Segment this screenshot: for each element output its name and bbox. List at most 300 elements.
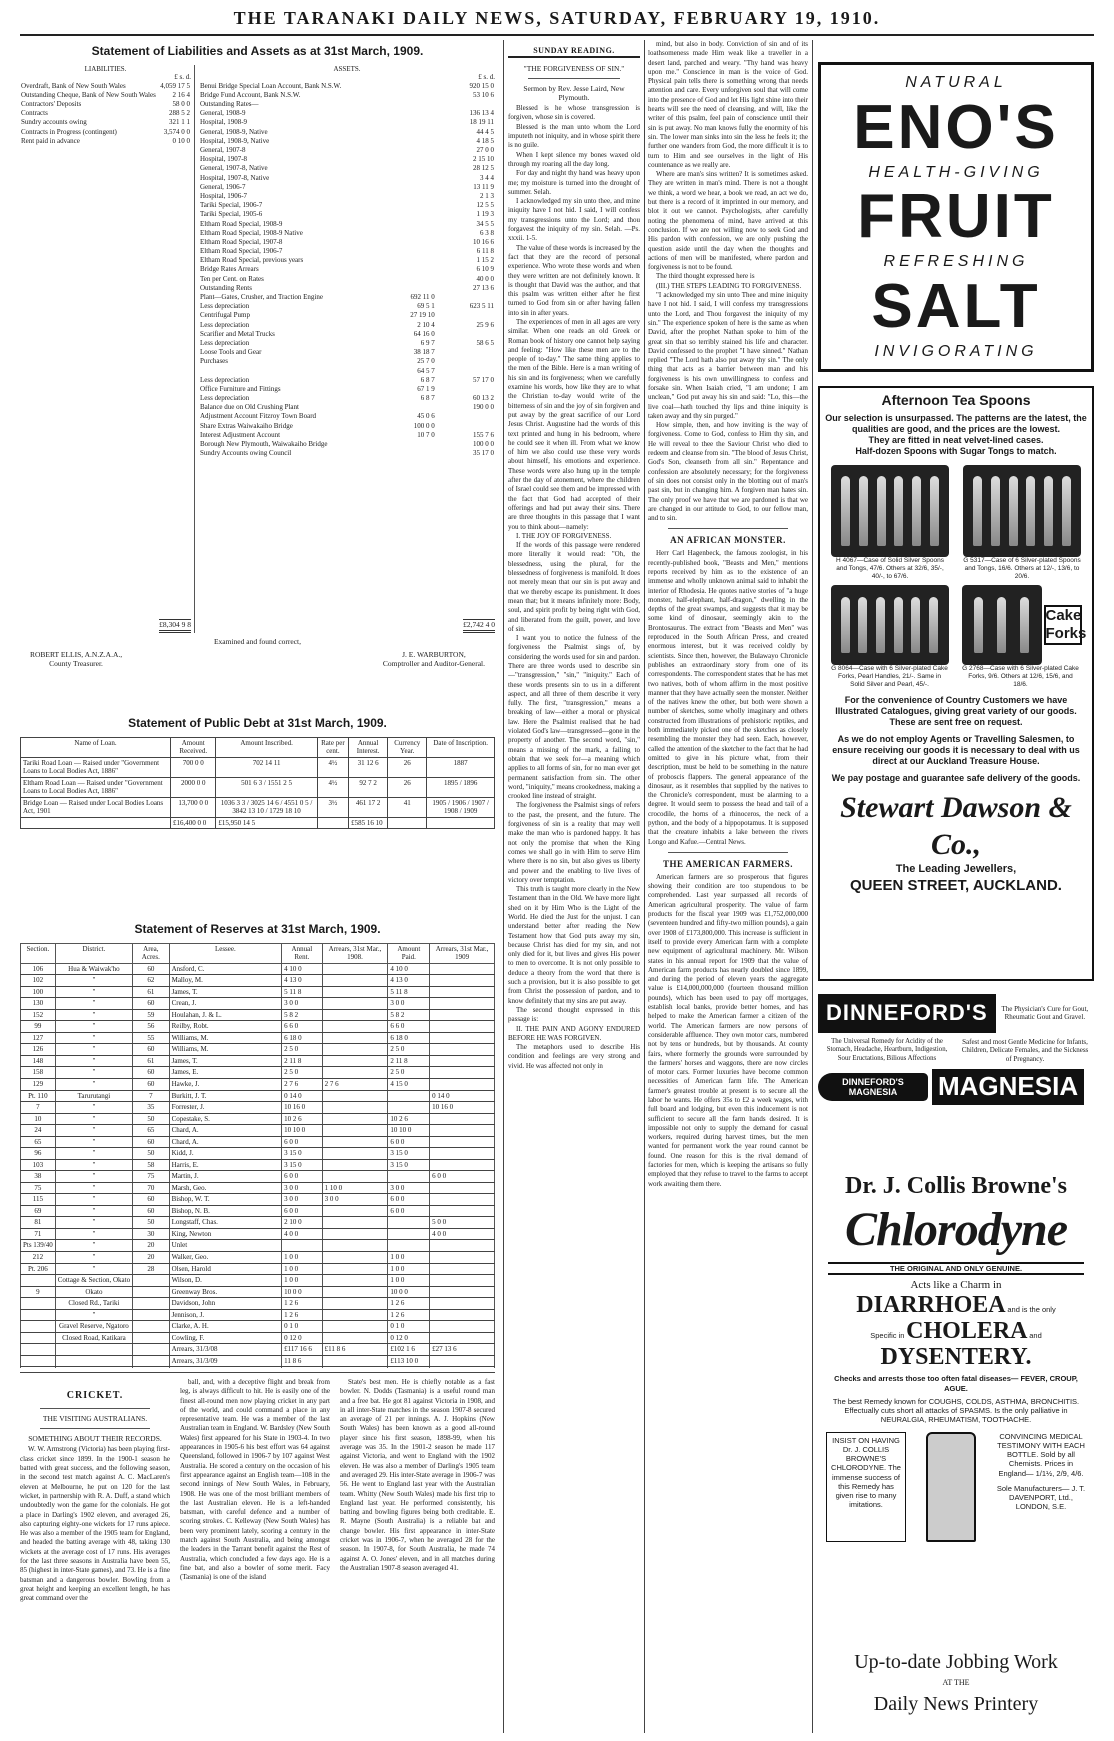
reserve-cell: 102 [21,975,56,987]
reserve-row [21,1079,495,1091]
asset-value [436,422,495,431]
reserve-header: Arrears, 31st Mar., 1909 [430,943,495,963]
reserve-cell: 1 0 0 [282,1263,322,1275]
cricket-text-1: W. W. Armstrong (Victoria) has been playing first-class cricket since 1899. In the 1900-1 season he batted with great success, and the following season, in the second test match against A. C. MacLaren's eleven at Melbourne, he put on 120 for the last wicket, in partnership with R. A. Duff, a stand which undoubtedly won the game for the colonials. He got a place in Darling's 1902 eleven, and averaged 26, also capturing eighty-one wickets for 17 runs apiece. He was also a member of the 1905 team for England, and headed the batting average with 48, taking 130 wickets at the average cost of 17 runs. His averages for the last three seasons in Australia have been 55, 85 (highest in inter-State games), and 73. He is a fine batsman and a dangerous bowler. Bowling from a great height and keeping an excellent length, he has great command over the [20,1445,170,1603]
sermon-paragraph: Blessed is the man unto whom the Lord imputeth not iniquity, and in whose spirit there is no guile. [508,122,640,150]
reserve-cell: 5 8 2 [388,1009,430,1021]
asset-row [199,174,495,183]
reserve-cell: 60 [133,1067,170,1079]
reserve-total-cell [55,1344,132,1356]
lsd-header-left: £ s. d. [174,73,191,82]
debt-header: Amount Inscribed. [216,737,317,757]
reserve-cell [322,1205,388,1217]
asset-row [199,394,495,403]
asset-row [199,330,495,339]
eno-invigorating: INVIGORATING [874,342,1038,360]
asset-subvalue: 64 16 0 [413,329,435,338]
reserve-cell [430,963,495,975]
reserve-cell [430,1205,495,1217]
reserve-cell: 1 2 6 [282,1298,322,1310]
reserve-cell: Malloy, M. [169,975,282,987]
reserve-cell [133,1286,170,1298]
reserve-total-cell [133,1367,170,1368]
reserve-cell: 60 [133,1194,170,1206]
reserve-cell: " [55,1125,132,1137]
debt-total-received: £16,400 0 0 [171,817,216,829]
asset-subvalue: 692 11 0 [410,293,435,301]
reserve-cell: 3 15 0 [388,1159,430,1171]
reserve-row [21,1171,495,1183]
reserve-header: Area, Acres. [133,943,170,963]
reserve-cell: 71 [21,1228,56,1240]
chloro-best: The best Remedy known for COUGHS, COLDS, ASTHMA, BRONCHITIS. Effectually cuts short all attacks of SPASMS. Is the only palliative in NEURALGIA, RHEUMATISM, TOOTHACHE. [832,1396,1080,1424]
monster-body [648,549,808,847]
cricket-col-2 [180,1378,330,1733]
debt-total-interest: £585 16 10 [349,817,388,829]
reserve-cell: 3 0 0 [282,998,322,1010]
asset-row [199,229,495,238]
asset-value: 136 13 4 [469,109,494,118]
asset-label: General, 1908-9, Native [200,127,268,136]
reserve-cell: 0 12 0 [388,1332,430,1344]
asset-row [199,412,495,421]
reserve-cell: 2 5 0 [282,1067,322,1079]
reserve-cell: 55 [133,1032,170,1044]
asset-row [199,265,495,274]
reserve-row [21,1275,495,1287]
reserve-cell: 59 [133,1009,170,1021]
liability-row [20,128,191,137]
chloro-genuine: THE ORIGINAL AND ONLY GENUINE. [828,1262,1084,1275]
reserve-cell: " [55,1240,132,1252]
reserve-row [21,1251,495,1263]
reserve-cell [322,1332,388,1344]
debt-cell-received: 13,700 0 0 [171,797,216,817]
asset-label: Sundry Accounts owing Council [200,449,292,458]
reserve-total-cell [430,1355,495,1367]
reserve-row [21,963,495,975]
asset-row [199,385,495,394]
asset-value: 57 17 0 [473,375,494,384]
reserve-cell: 10 2 6 [282,1113,322,1125]
sermon-paragraph: "I acknowledged my sin unto Thee and mine iniquity have I not hid. I said, I will confess my transgressions unto the Lord, and Thou forgavest the iniquity of my sin." The experience spoken of here is the same as when David, after the prophet Nathan spoke to him of the great sin that so terribly stained his life and character. David confessed to the prophet "I have sinned." Nathan replied "The Lord hath also put away thy sin." The only thing that acts as a barrier between man and his forgiveness is his own unwillingness to confess and forsake sin. When Isaiah cried, "I am undone; I am unclean," God put away his sin and said: "Lo, this—the live coal—hath touched thy lips and thine iniquity is taken away and thy sin purged." [648,291,808,420]
reserve-cell: 130 [21,998,56,1010]
reserve-row [21,1102,495,1114]
dinnefords-side-1: The Physician's Cure for Gout, Rheumatic Gout and Gravel. [1001,1004,1089,1022]
sermon-paragraph: Blessed is he whose transgression is forgiven, whose sin is covered. [508,104,640,122]
asset-subvalue: 67 1 9 [417,384,435,393]
tea-line-1: Our selection is unsurpassed. The patterns are the latest, the qualities are good, and the prices are the lowest. [825,413,1087,435]
reserve-cell [322,1240,388,1252]
asset-subvalue [377,220,436,229]
reserve-cell: 20 [133,1240,170,1252]
reserve-row [21,1009,495,1021]
reserve-total-cell [430,1367,495,1368]
debt-total-inscribed: £15,950 14 5 [216,817,317,829]
reserve-header: Section. [21,943,56,963]
reserve-cell [430,1263,495,1275]
reserve-cell [388,1171,430,1183]
reserve-cell [430,1055,495,1067]
chloro-bottle-image [926,1432,976,1542]
debt-cell-inscribed: 702 14 11 [216,757,317,777]
asset-subvalue: 38 18 7 [413,348,435,357]
debt-cell-received: 700 0 0 [171,757,216,777]
asset-value [436,367,495,376]
reserve-cell: " [55,1263,132,1275]
asset-label: Borough New Plymouth, Waiwakaiho Bridge [200,440,328,448]
chloro-script: Chlorodyne [844,1203,1068,1257]
asset-label: Interest Adjustment Account [200,430,281,439]
reserve-cell: Martin, J. [169,1171,282,1183]
reserve-row [21,1067,495,1079]
reserve-cell: " [55,1136,132,1148]
reserve-cell [322,1148,388,1160]
reserve-cell: 4 10 0 [388,963,430,975]
debt-cell-inscribed: 501 6 3 / 1551 2 5 [216,777,317,797]
reserve-cell: 58 [133,1159,170,1171]
examined-text: Examined and found correct, [213,636,302,646]
reserve-cell: Bishop, N. B. [169,1205,282,1217]
reserve-total-cell: £102 1 6 [388,1344,430,1356]
reserve-cell [322,975,388,987]
reserve-cell [430,1113,495,1125]
reserve-cell [430,1067,495,1079]
asset-value [436,311,495,320]
reserve-cell: 10 2 6 [388,1113,430,1125]
debt-cell-inscribed: 1036 3 3 / 3025 14 6 / 4551 0 5 / 3842 13 10 / 1729 18 10 [216,797,317,817]
reserve-cell [322,1102,388,1114]
reserve-cell: Longstaff, Chas. [169,1217,282,1229]
reserve-cell: 1 0 0 [282,1251,322,1263]
asset-row [199,440,495,449]
asset-row [199,302,495,311]
sermon-paragraph: I. THE JOY OF FORGIVENESS. [516,531,612,540]
reserve-cell: 1 0 0 [388,1275,430,1287]
reserve-cell: 65 [21,1136,56,1148]
asset-subvalue: 27 19 10 [410,311,435,320]
liabilities-total: £8,304 9 8 [159,619,191,632]
reserve-cell: 10 10 0 [388,1125,430,1137]
asset-label: Less depreciation [200,394,250,403]
asset-subvalue: 2 10 4 [417,320,435,329]
spoon-case-2-image [963,465,1081,557]
asset-label: Benui Bridge Special Loan Account, Bank N.S.W. [200,81,342,90]
asset-value: 58 6 5 [476,338,494,347]
liabilities-section [20,40,495,690]
asset-row [199,256,495,265]
asset-row [199,357,495,366]
reserve-cell [388,1228,430,1240]
asset-subvalue [377,91,436,100]
asset-label: Loose Tools and Gear [200,348,262,357]
reserve-row [21,1021,495,1033]
asset-row [199,284,495,293]
asset-row [199,201,495,210]
reserve-cell: 5 11 8 [282,986,322,998]
reserve-cell: 2 11 8 [282,1055,322,1067]
reserve-cell [133,1309,170,1321]
reserve-cell: 6 18 0 [388,1032,430,1044]
reserve-cell: " [55,1217,132,1229]
chloro-convincing: CONVINCING MEDICAL TESTIMONY WITH EACH BOTTLE. Sold by all Chemists. Prices in England— 1/1½, 2/9, 4/6. [997,1432,1085,1478]
eno-refreshing: REFRESHING [883,253,1029,271]
dinnefords-side-2: Safest and most Gentle Medicine for Infants, Children, Delicate Females, and the Sickness of Pregnancy. [961,1037,1089,1063]
reserve-total-cell [388,1367,430,1368]
reserve-row [21,1148,495,1160]
monster-rule [668,528,788,529]
liability-label: Outstanding Cheque, Bank of New South Wales [21,90,156,99]
reserve-cell: Ansford, C. [169,963,282,975]
reserve-total-cell [322,1355,388,1367]
liabilities-table [20,82,191,146]
chloro-and-only: and is the only [1007,1305,1056,1315]
debt-cell-name: Bridge Loan — Raised under Local Bodies Loans Act, 1901 [21,797,171,817]
reserve-total-cell: £113 10 0 [388,1355,430,1367]
asset-row [199,431,495,440]
asset-value: 6 3 8 [480,228,494,237]
reserve-cell: 4 0 0 [430,1228,495,1240]
reserve-cell [21,1309,56,1321]
reserve-cell: 3 15 0 [282,1148,322,1160]
debt-header: Currency Year. [388,737,427,757]
reserve-cell [430,1044,495,1056]
liability-row [20,118,191,127]
asset-subvalue [377,100,436,109]
liability-row [20,91,191,100]
reserve-cell: 6 6 0 [388,1021,430,1033]
asset-subvalue [377,137,436,146]
chloro-doctor: Dr. J. Collis Browne's [844,1173,1068,1199]
reserve-cell [322,1125,388,1137]
debt-title: Statement of Public Debt at 31st March, 1909. [128,716,387,730]
asset-label [199,367,377,376]
assets-table [199,82,495,459]
debt-cell-date: 1905 / 1906 / 1907 / 1908 / 1909 [427,797,495,817]
asset-subvalue: 6 9 7 [420,338,435,347]
masthead-rule [20,34,1094,36]
asset-subvalue [377,118,436,127]
reserve-cell: 3 0 0 [282,1194,322,1206]
asset-label: Eltham Road Special, 1906-7 [200,247,283,256]
liability-label: Contracts [21,109,48,118]
asset-label: Hospital, 1908-9, Native [200,136,270,145]
reserve-cell: 60 [133,1136,170,1148]
asset-label: Tariki Special, 1906-7 [200,201,263,210]
reserve-cell: 24 [21,1125,56,1137]
reserve-cell [322,1044,388,1056]
reserve-cell: 70 [133,1182,170,1194]
cricket-col-1 [20,1378,170,1733]
reserve-cell: James, T. [169,986,282,998]
asset-row [199,376,495,385]
asset-label: Tariki Special, 1905-6 [200,210,263,219]
asset-value: 40 0 0 [476,274,494,283]
liability-value: 4,059 17 5 [160,81,190,90]
asset-label: Hospital, 1907-8, Native [200,173,270,182]
reserve-total-cell [133,1355,170,1367]
asset-label: Eltham Road Special, 1907-8 [200,237,283,246]
liability-row [20,100,191,109]
reserve-cell: Olsen, Harold [169,1263,282,1275]
reserve-cell [322,1298,388,1310]
farmers-title: THE AMERICAN FARMERS. [662,858,794,869]
reserve-total-cell: Arrears, 31/3/09 [169,1355,282,1367]
reserve-cell: " [55,986,132,998]
asset-subvalue: 64 5 7 [417,366,435,375]
column-divider-2 [644,40,645,1733]
reserve-cell: Greenway Bros. [169,1286,282,1298]
asset-subvalue [377,210,436,219]
reserve-cell: Kidd, J. [169,1148,282,1160]
tea-line-3: Half-dozen Spoons with Sugar Tongs to match. [855,446,1057,457]
debt-cell-received: 2000 0 0 [171,777,216,797]
asset-subvalue [377,192,436,201]
stewart-dawson-logo: Stewart Dawson & Co., [840,791,1072,861]
asset-label: Eltham Road Special, 1908-9 [200,219,283,228]
asset-row [199,339,495,348]
asset-value: 53 10 6 [473,90,494,99]
reserves-section [20,918,495,1368]
reserve-cell [133,1321,170,1333]
lsd-header-right: £ s. d. [478,73,495,82]
debt-total-blank [427,817,495,829]
reserve-total-cell [133,1344,170,1356]
asset-subvalue [377,256,436,265]
reserve-cell: " [55,1182,132,1194]
asset-subvalue [377,128,436,137]
asset-value: 25 9 6 [476,320,494,329]
reserve-cell: Crean, J. [169,998,282,1010]
reserve-cell: 50 [133,1113,170,1125]
reserve-cell: 2 5 0 [282,1044,322,1056]
debt-row [21,757,495,777]
asset-row [199,367,495,376]
reserve-cell [21,1321,56,1333]
asset-row [199,164,495,173]
spoon-case-2 [963,465,1081,581]
asset-subvalue: 45 0 6 [417,412,435,421]
reserve-total-cell [55,1355,132,1367]
debt-cell-date: 1895 / 1896 [427,777,495,797]
reserve-cell [430,1194,495,1206]
fork-case-2-image [962,585,1042,665]
reserve-cell: Chard, A. [169,1136,282,1148]
sermon-paragraph: How simple, then, and how inviting is the way of forgiveness. Come to God, confess to Him thy sin, and He will reveal to thee the Saviour Christ who died to redeem and cleanse from sin. "The blood of Jesus Christ, God's Son, cleanseth from all sin." Repentance and confession are absolutely necessary; for the forgiveness of sin does not consist only in the blotting out of man's past sin, but in changing him. A forgiven man hates sin. The only proof we have that we are pardoned is that we are changed in our attitude to God, to our fellow man, and to sin. [648,421,808,523]
reserve-cell: 10 16 0 [430,1102,495,1114]
reserve-cell: Copestake, S. [169,1113,282,1125]
sermon-paragraph: I want you to notice the fulness of the forgiveness the Psalmist sings of, by considering the words used for sin and pardon. There are three words used to describe sin—"transgression," "sin," "iniquity." Each of these words presents sin to us in a different aspect, and all three of them describe it very fully. The first, "transgression," means a breaking of law—either a moral or physical law. Here the Psalmist realised that he had violated God's law—transgressed—gone in the property of another. The second word, "sin," means a missing of the mark, a failing to obtain that we seek for—a meaning which applies to all forms of sin, for no man ever get permanent satisfaction from sin. The other word, "iniquity," means crookedness, making a crooked line instead of straight. [508,634,640,801]
reserve-cell: 20 [133,1251,170,1263]
liabilities-title: Statement of Liabilities and Assets as at 31st March, 1909. [91,44,424,58]
tea-postage: We pay postage and guarantee safe delivery of the goods. [831,773,1081,784]
reserve-cell: 4 0 0 [282,1228,322,1240]
reserve-cell [322,1321,388,1333]
reserve-cell [133,1298,170,1310]
sunday-reading-title: SUNDAY READING. [508,46,640,58]
reserve-cell: 0 12 0 [282,1332,322,1344]
asset-label: General, 1907-8 [200,146,246,154]
reserve-cell [430,1240,495,1252]
reserve-total-cell: Arrears, 31/3/08 [169,1344,282,1356]
cricket-title: CRICKET. [66,1390,124,1401]
reserve-row [21,1286,495,1298]
reserve-cell: 2 7 6 [282,1079,322,1091]
asset-label: Eltham Road Special, previous years [200,256,304,265]
chloro-cholera: CHOLERA [906,1318,1028,1345]
reserve-cell: 61 [133,986,170,998]
eno-enos: ENO'S [853,92,1059,162]
liabilities-column [20,65,195,633]
asset-value [436,357,495,366]
sermon-paragraph: II. THE PAIN AND AGONY ENDURED BEFORE HE WAS FORGIVEN. [508,1024,640,1042]
reserve-cell: 6 0 0 [282,1171,322,1183]
reserve-cell: 126 [21,1044,56,1056]
jobbing-line-3: Daily News Printery [873,1693,1039,1716]
asset-row [199,82,495,91]
debt-row [21,777,495,797]
treasurer-signature: ROBERT ELLIS, A.N.Z.A.A., County Treasurer. [30,649,123,668]
reserve-cell: 1 2 6 [282,1309,322,1321]
reserve-cell [322,1032,388,1044]
asset-subvalue [377,174,436,183]
reserve-total-cell [282,1367,322,1368]
cake-forks-label: Cake Forks [1044,605,1082,646]
debt-header: Date of Inscription. [427,737,495,757]
asset-value: 623 5 11 [469,302,494,311]
reserve-cell [21,1275,56,1287]
asset-label: Less depreciation [200,320,250,329]
farmers-paragraph: American farmers are so prosperous that figures showing their condition are too stupendous to be comprehended. Last year surpassed all records of American agricultural prosperity. The value of farm products for the fiscal year 1909 was £1,752,000,000 (seventeen hundred and fifty-two million pounds), a gain over 1908 of £173,800,000. This increase is sufficient in itself to provide every American farm with a complete new equipment of agricultural machinery. Mr. Wilson states in his annual report for 1909 that the value of American farm products has nearly doubled since 1899, and during the period of eleven years the aggregate value is £14,000,000,000 (fourteen thousand million pounds), which has been used to pay off mortgages, establish local banks, provide better homes, and has helped to make the American farmer a citizen of the world. The American farmers are now persons of considerable affluence. They own motor cars, numbered not by tens or hundreds, but by thousands. At county fairs, where formerly the grounds were surrounded by the farmers' horses and waggons, there are now circles of motor cars. Former luxuries have become common necessities of American farm life. The American farmer's greatest trouble at present is to secure all the labor he wants. He offers 35s to £2 a week wages, with full board and lodging, but even this inducement is not sufficient to secure all the farm hands desired. It is impossible not only to supply the demand for casual workers, required during harvest times, but the men wanted for permanent work the year round cannot be found. One reason for this is the rival demand of factories for men, which is keeping the artisans so fully employed that they refuse to travel to the farms to accept work awaiting them there. [648,872,808,1188]
reserve-cell: " [55,1102,132,1114]
reserve-cell: Williams, M. [169,1032,282,1044]
debt-cell-interest: 31 12 6 [349,757,388,777]
asset-label: Centrifugal Pump [200,311,250,320]
reserve-row [21,1205,495,1217]
sermon-paragraph: Where are man's sins written? It is sometimes asked. They are written in man's mind. There is not a thought we think, a word we hear, a book we read, an act we do, but there is a record of it imprinted in our memory, and blot it out we cannot. Psychologists, after carefully noting the phenomena of mind, have arrived at this conclusion. If we are not willing now to seek God and His pardon with confession, we are only pushing the question aside until the day when the thoughts and actions of men will be manifested, where pardon and forgiveness is not to be found. [648,170,808,272]
liability-label: Overdraft, Bank of New South Wales [21,81,126,90]
reserve-cell [430,1332,495,1344]
sermon-paragraph: The second thought expressed in this passage is: [508,1005,640,1024]
reserve-cell [322,963,388,975]
reserve-cell: Clarke, A. H. [169,1321,282,1333]
reserve-row [21,986,495,998]
reserve-total-cell: £27 13 6 [430,1344,495,1356]
reserve-cell: 35 [133,1102,170,1114]
asset-row [199,91,495,100]
reserve-cell: " [55,1148,132,1160]
spoon-case-1-caption: H 4067—Case of Solid Silver Spoons and Tongs, 47/6. Others at 32/6, 35/-, 40/-, to 67/6. [835,557,945,581]
reserve-cell: 0 1 0 [388,1321,430,1333]
reserve-cell [133,1275,170,1287]
reserve-cell: Tarurutangi [55,1090,132,1102]
reserve-row [21,1159,495,1171]
reserve-row [21,1044,495,1056]
fork-cases [824,585,1088,689]
reserve-cell: Okato [55,1286,132,1298]
reserve-cell [322,986,388,998]
asset-row [199,146,495,155]
debt-cell-rate: 4½ [317,757,348,777]
reserve-cell: James, E. [169,1067,282,1079]
debt-total-blank [21,817,171,829]
reserve-cell: 10 16 0 [282,1102,322,1114]
sermon-paragraph: When I kept silence my bones waxed old through my roaring all the day long. [508,150,640,168]
sermon-byline: Sermon by Rev. Jesse Laird, New Plymouth. [523,83,625,103]
assets-column [195,65,495,633]
asset-label: Balance due on Old Crushing Plant [200,403,299,412]
reserve-cell: 9 [21,1286,56,1298]
